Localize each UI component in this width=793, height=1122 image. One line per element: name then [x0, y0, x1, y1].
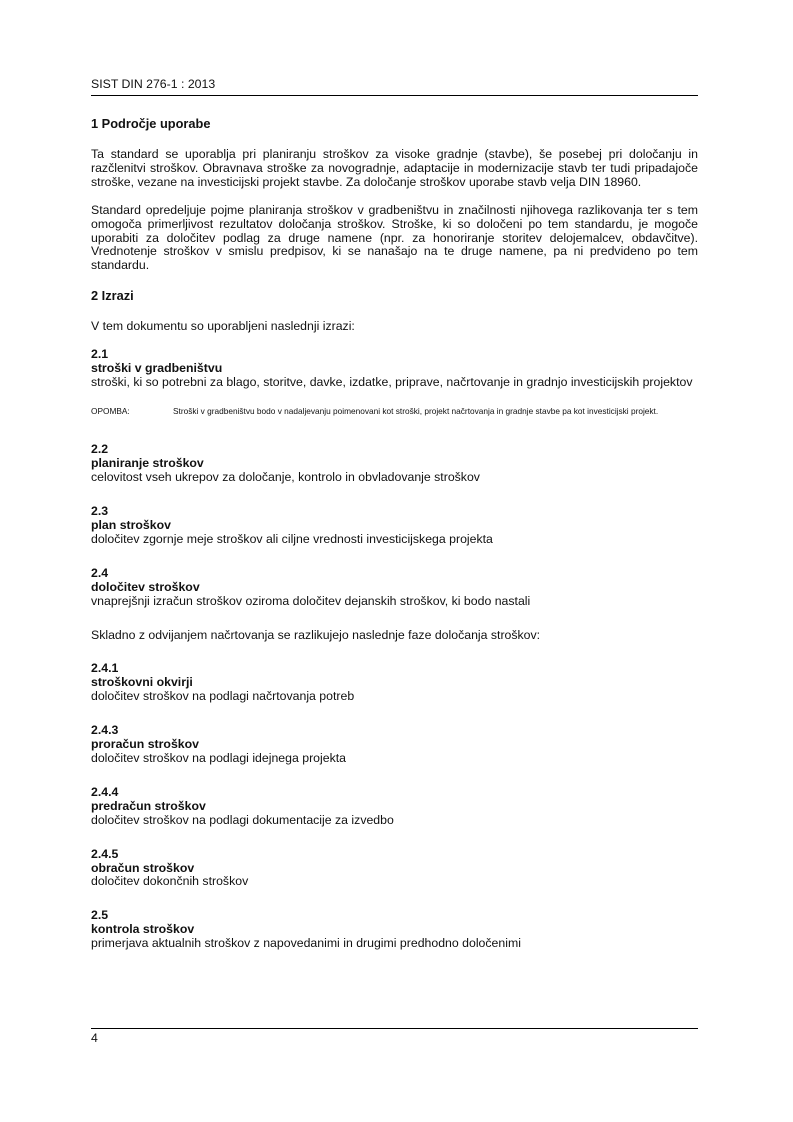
term-definition: določitev stroškov na podlagi dokumentacije za izvedbo: [91, 812, 394, 827]
term-name: stroškovni okvirji: [91, 675, 193, 690]
term-number: 2.4.1: [91, 661, 119, 676]
term-2-4-3: [91, 724, 698, 766]
term-number: 2.5: [91, 908, 109, 923]
term-name: kontrola stroškov: [91, 922, 195, 937]
term-definition: določitev zgornje meje stroškov ali ciljne vrednosti investicijskega projekta: [91, 531, 493, 546]
term-2-5: [91, 909, 698, 951]
term-2-4-5: [91, 848, 698, 890]
term-name: proračun stroškov: [91, 737, 199, 752]
section-1-paragraph-1: Ta standard se uporablja pri planiranju stroškov za visoke gradnje (stavbe), še posebej pri določanju in razčlenitvi stroškov. Obravnava stroške za novogradnje, adaptacije in modernizacije stavb ter tudi pripadajoče stroške, vezane na investicijski projekt stavbe. Za določanje stroškov uporabe stavb velja DIN 18960.: [91, 147, 698, 189]
term-name: predračun stroškov: [91, 798, 206, 813]
phases-intro: Skladno z odvijanjem načrtovanja se razlikujejo naslednje faze določanja stroškov:: [91, 627, 541, 642]
note-label: OPOMBA:: [91, 405, 130, 416]
term-definition: vnaprejšnji izračun stroškov oziroma določitev dejanskih stroškov, ki bodo nastali: [91, 593, 531, 608]
term-name: stroški v gradbeništvu: [91, 361, 223, 376]
section-1-paragraph-2: Standard opredeljuje pojme planiranja stroškov v gradbeništvu in značilnosti njihovega razlikovanja ter s tem omogoča primerljivost rezultatov določanja stroškov. Stroške, ki so določeni po tem standardu, je mogoče uporabiti za določitev podlag za druge namene (npr. za honoriranje storitev delojemalcev, obdavčitve). Vrednotenje stroškov v smislu predpisov, ki se nanašajo na te druge namene, pa ni predvideno po tem standardu.: [91, 202, 698, 273]
term-number: 2.1: [91, 347, 109, 362]
term-2-4-4: [91, 786, 698, 828]
term-name: planiranje stroškov: [91, 456, 204, 471]
page-number: 4: [91, 1031, 98, 1045]
term-name: plan stroškov: [91, 518, 171, 532]
note: [91, 406, 698, 418]
page-header: [91, 78, 698, 96]
section-2-title: 2 Izrazi: [91, 288, 134, 304]
term-number: 2.4.4: [91, 784, 119, 799]
term-name: obračun stroškov: [91, 860, 195, 875]
document-id: SIST DIN 276-1 : 2013: [91, 77, 216, 91]
page-content: [91, 116, 698, 951]
term-number: 2.4.3: [91, 723, 119, 738]
term-number: 2.2: [91, 442, 109, 457]
term-definition: stroški, ki so potrebni za blago, storitve, davke, izdatke, priprave, načrtovanje in gradnjo investicijskih projektov: [91, 374, 693, 389]
term-definition: primerjava aktualnih stroškov z napovedanimi in drugimi predhodno določenimi: [91, 936, 521, 951]
note-text: Stroški v gradbeništvu bodo v nadaljevanju poimenovani kot stroški, projekt načrtovanja in gradnje stavbe pa kot investicijski projekt.: [173, 405, 659, 416]
section-2-intro: V tem dokumentu so uporabljeni naslednji izrazi:: [91, 319, 355, 334]
term-definition: določitev stroškov na podlagi idejnega projekta: [91, 750, 346, 765]
term-2-2: [91, 443, 698, 485]
term-2-1: [91, 348, 698, 390]
term-2-3: [91, 505, 698, 547]
term-2-4-1: [91, 662, 698, 704]
term-definition: celovitost vseh ukrepov za določanje, kontrolo in obvladovanje stroškov: [91, 470, 480, 485]
term-2-4: [91, 567, 698, 609]
term-definition: določitev dokončnih stroškov: [91, 874, 249, 889]
term-number: 2.3: [91, 504, 109, 519]
term-number: 2.4.5: [91, 846, 119, 861]
page-footer: [91, 1028, 698, 1046]
term-definition: določitev stroškov na podlagi načrtovanja potreb: [91, 689, 355, 704]
section-1-title: 1 Področje uporabe: [91, 116, 211, 131]
term-name: določitev stroškov: [91, 579, 200, 594]
term-number: 2.4: [91, 565, 109, 580]
